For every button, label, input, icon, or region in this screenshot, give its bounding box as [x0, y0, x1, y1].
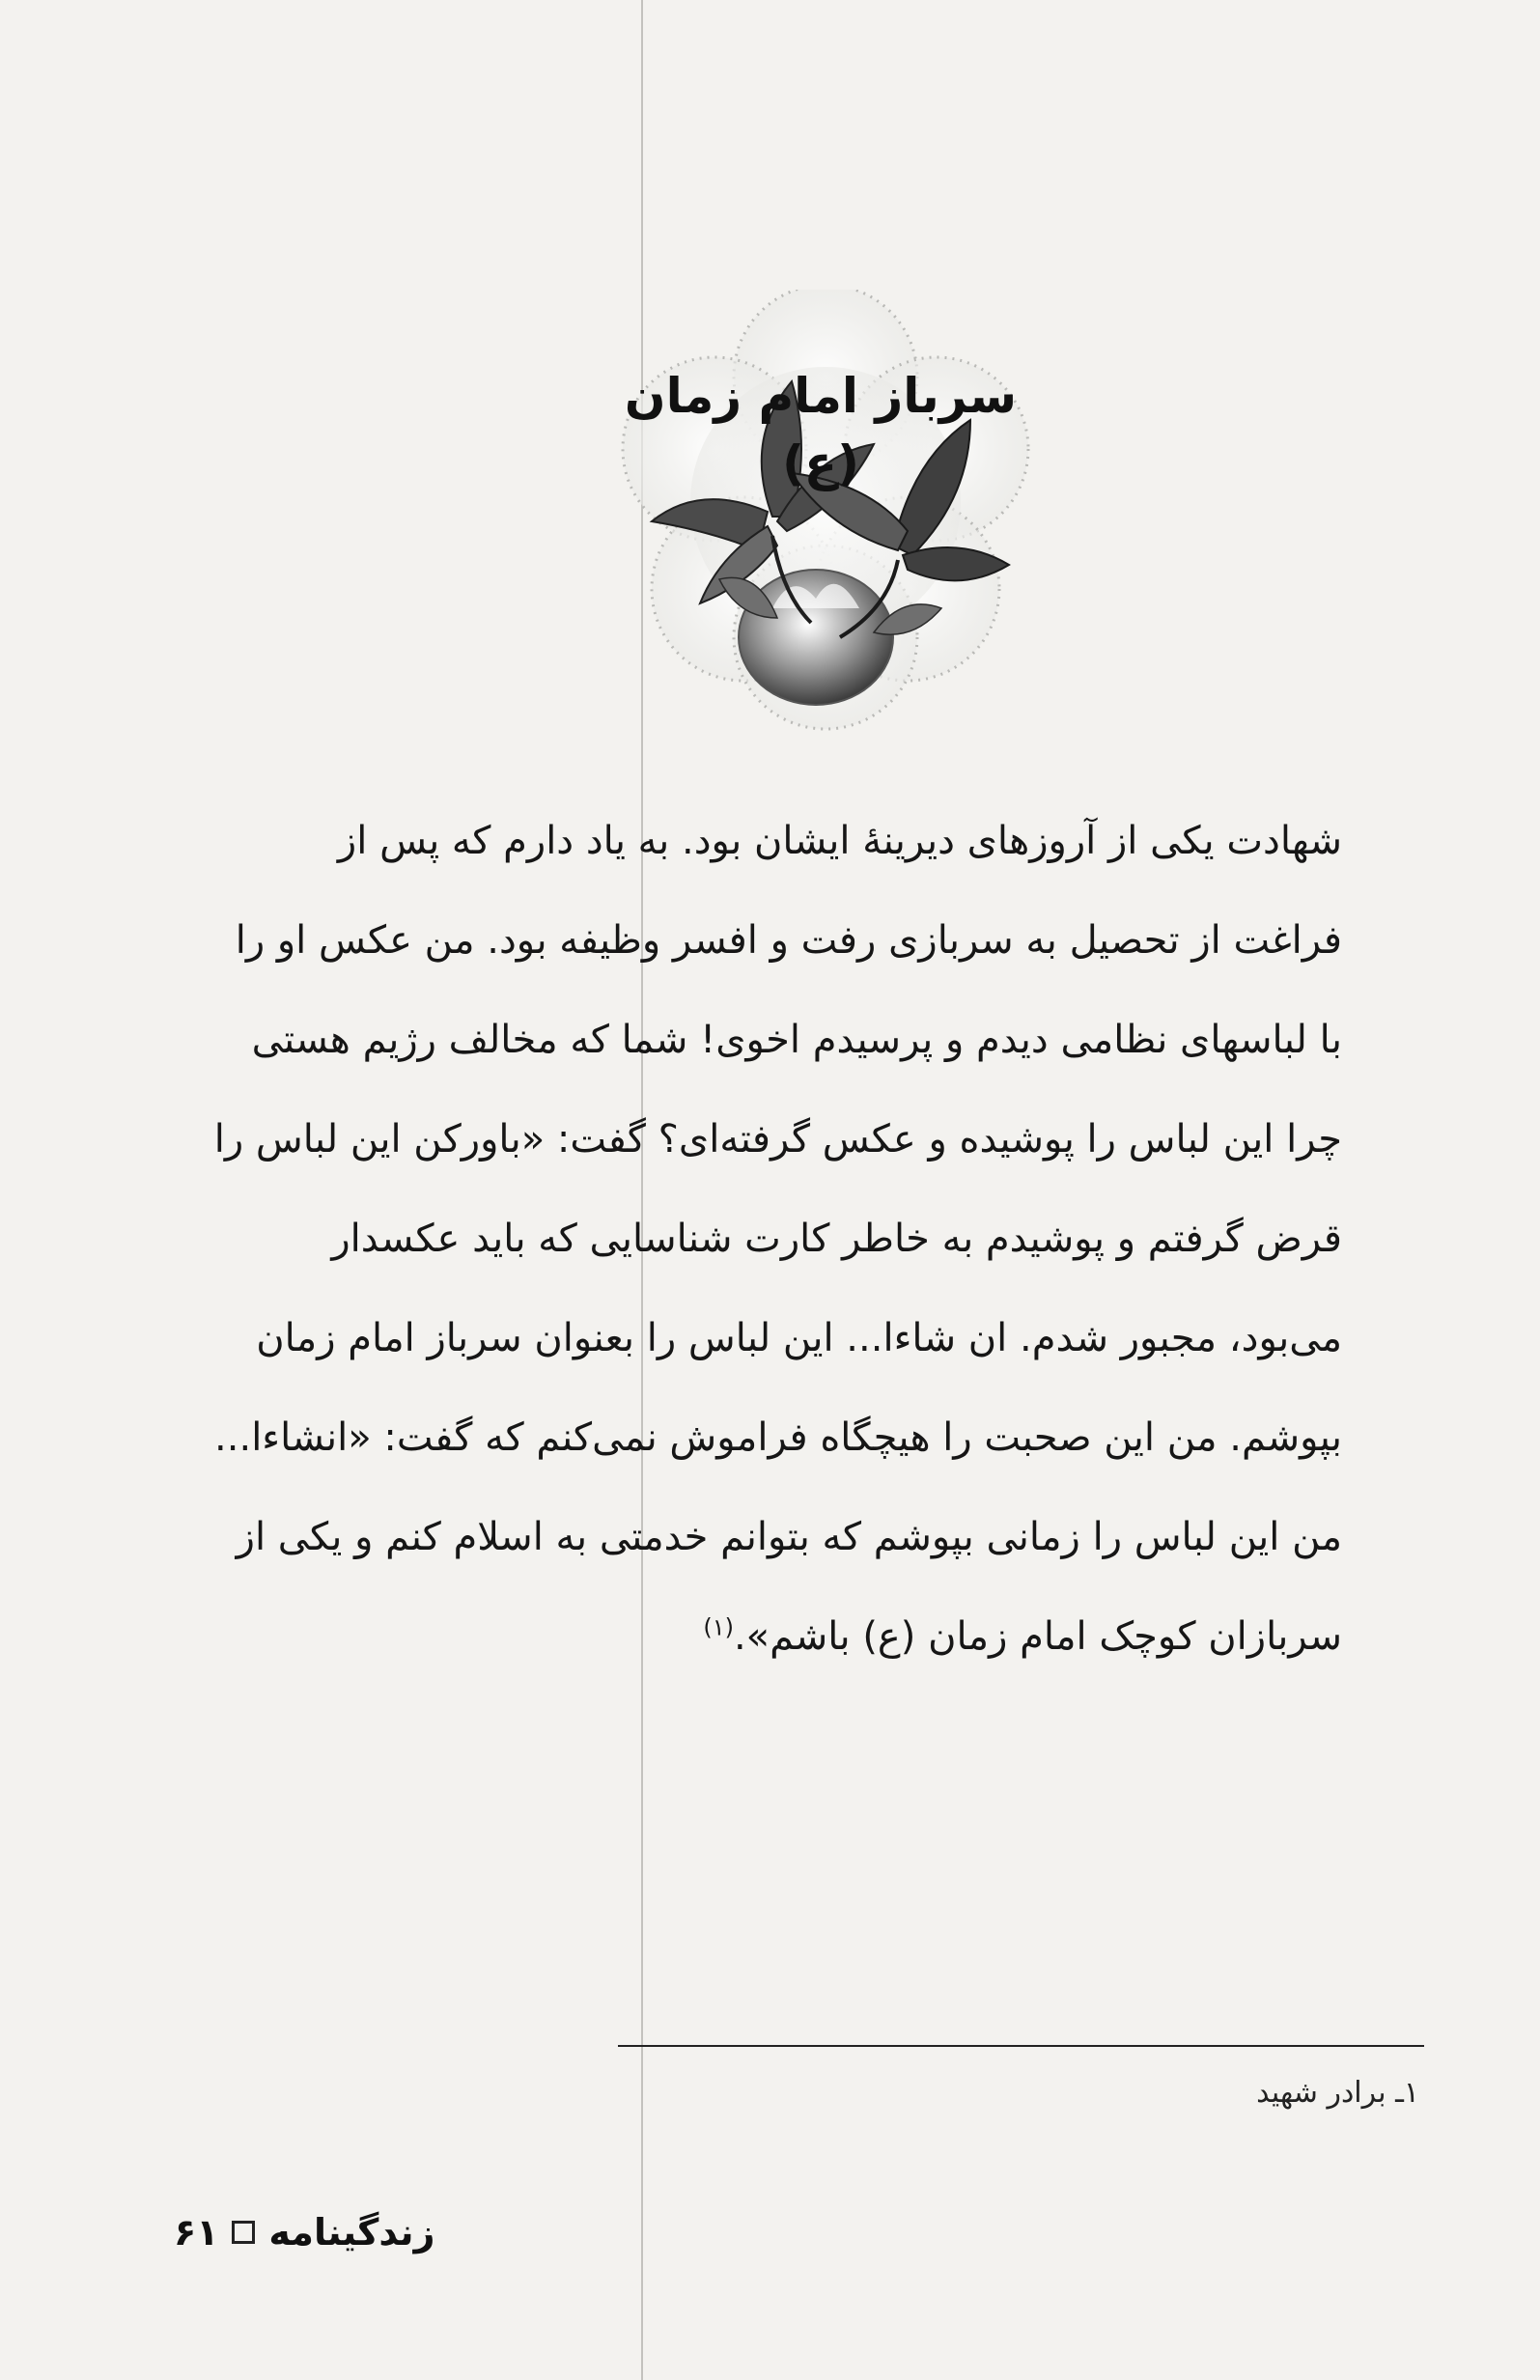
chapter-title: سرباز امام زمان (ع)	[624, 368, 1018, 491]
body-line: سربازان کوچک امام زمان (ع) باشم».	[733, 1614, 1342, 1659]
footnote-reference[interactable]: (۱)	[703, 1613, 734, 1641]
page-footer	[174, 2211, 502, 2254]
body-line: قرض گرفتم و پوشیدم به خاطر کارت شناسایی که باید عکسدار	[331, 1217, 1342, 1261]
body-line: بپوشم. من این صحبت را هیچگاه فراموش نمی‌کنم که گفت: «انشاءا...	[214, 1415, 1342, 1460]
footnote-divider	[618, 2045, 1424, 2047]
body-line: با لباسهای نظامی دیدم و پرسیدم اخوی! شما که مخالف رژیم هستی	[251, 1018, 1342, 1062]
body-line: من این لباس را زمانی بپوشم که بتوانم خدمتی به اسلام کنم و یکی از	[236, 1515, 1342, 1559]
body-line: می‌بود، مجبور شدم. ان شاءا... این لباس را بعنوان سرباز امام زمان	[256, 1316, 1342, 1360]
square-separator-icon	[232, 2221, 255, 2244]
body-line: شهادت یکی از آروزهای دیرینهٔ ایشان بود. به یاد دارم که پس از	[337, 819, 1342, 863]
body-paragraph	[213, 792, 1342, 1687]
body-line-last	[227, 1587, 1342, 1687]
page-number: ۶۱	[174, 2211, 219, 2254]
body-line: فراغت از تحصیل به سربازی رفت و افسر وظیفه بود. من عکس او را	[235, 918, 1342, 963]
body-line: چرا این لباس را پوشیده و عکس گرفته‌ای؟ گفت: «باورکن این لباس را	[213, 1117, 1342, 1162]
lily-ornament-icon	[574, 290, 1077, 743]
footnote: ۱ـ برادر شهید	[1256, 2076, 1419, 2110]
running-book-title: زندگینامه	[268, 2211, 435, 2254]
